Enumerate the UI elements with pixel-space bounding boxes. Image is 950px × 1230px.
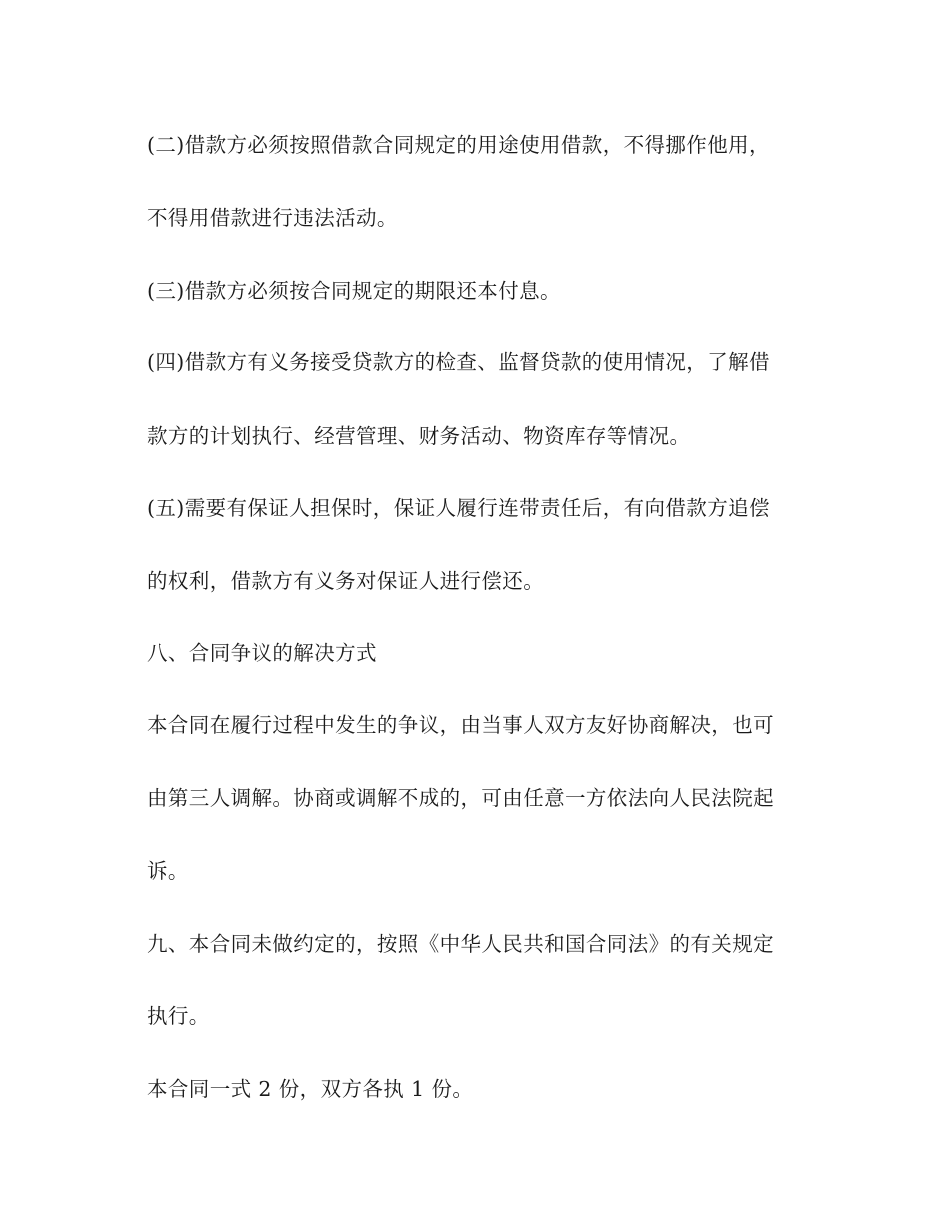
section-9-line-2: 执行。 (147, 1004, 210, 1028)
section-8-line-3: 诉。 (147, 859, 189, 883)
copies-statement: 本合同一式 2 份，双方各执 1 份。 (147, 1077, 474, 1101)
clause-4-line-2: 款方的计划执行、经营管理、财务活动、物资库存等情况。 (147, 424, 691, 448)
section-8-heading: 八、合同争议的解决方式 (147, 641, 377, 665)
section-8-line-1: 本合同在履行过程中发生的争议，由当事人双方友好协商解决，也可 (147, 713, 774, 737)
section-8-line-2: 由第三人调解。协商或调解不成的，可由任意一方依法向人民法院起 (147, 786, 774, 810)
clause-5-line-1: (五)需要有保证人担保时，保证人履行连带责任后，有向借款方追偿 (147, 496, 770, 520)
clause-3-line-1: (三)借款方必须按合同规定的期限还本付息。 (147, 279, 561, 303)
section-9-line-1: 九、本合同未做约定的，按照《中华人民共和国合同法》的有关规定 (147, 932, 774, 956)
clause-5-line-2: 的权利，借款方有义务对保证人进行偿还。 (147, 569, 545, 593)
clause-4-line-1: (四)借款方有义务接受贷款方的检查、监督贷款的使用情况，了解借 (147, 350, 770, 374)
clause-2-line-1: (二)借款方必须按照借款合同规定的用途使用借款，不得挪作他用， (147, 133, 770, 157)
clause-2-line-2: 不得用借款进行违法活动。 (147, 206, 398, 230)
